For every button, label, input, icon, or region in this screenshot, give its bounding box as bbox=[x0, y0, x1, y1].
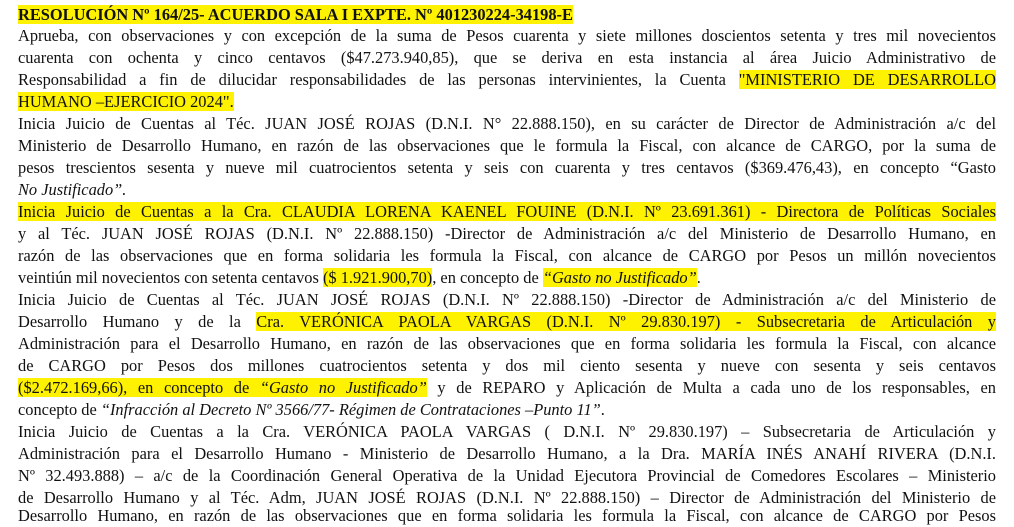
p3-concept-highlight: “Gasto no Justificado” bbox=[542, 268, 697, 287]
p4-line-5 bbox=[18, 377, 996, 399]
p3-amount-highlight: ($ 1.921.900,70) bbox=[322, 268, 433, 287]
p4-infraction-text: “Infracción al Decreto Nº 3566/77- Régimen de Contrataciones –Punto 11” bbox=[100, 400, 601, 419]
p5-line-5: Desarrollo Humano, en razón de las observaciones que en forma solidaria les formula la Fiscal, con alcance de CARGO por Pesos bbox=[18, 506, 996, 525]
p1-line-2: cuarenta con ochenta y cinco centavos ($47.273.940,85), que se deriva en esta instancia al área Juicio Administrativo de bbox=[18, 48, 996, 67]
p4-line-6 bbox=[18, 399, 996, 421]
p4-period: . bbox=[600, 400, 605, 419]
p4-line-2-text: Desarrollo Humano y de la bbox=[18, 312, 257, 331]
p1-line-3-text: Responsabilidad a fin de dilucidar responsabilidades de las personas intervinientes, la Cuenta bbox=[18, 70, 739, 89]
p2-line-2: Ministerio de Desarrollo Humano, en razón de las observaciones que le formula la Fiscal, con alcance de CARGO, por la suma de bbox=[18, 136, 996, 155]
p3-period: . bbox=[696, 268, 701, 287]
p4-concept-highlight: “Gasto no Justificado” bbox=[259, 378, 427, 397]
p3-concept-text: , en concepto de bbox=[432, 268, 543, 287]
p4-amount-highlight: ($2.472.169,66), en concepto de bbox=[18, 378, 260, 397]
p5-line-4: de Desarrollo Humano y al Téc. Adm, JUAN JOSÉ ROJAS (D.N.I. Nº 22.888.150) – Director de Administración del Ministerio de bbox=[18, 488, 996, 507]
p1-line-1: Aprueba, con observaciones y con excepción de la suma de Pesos cuarenta y siete millones doscientos setenta y tres mil novecientos bbox=[18, 26, 996, 45]
p3-line-4 bbox=[18, 267, 996, 289]
p3-line-2: y al Téc. JUAN JOSÉ ROJAS (D.N.I. Nº 22.888.150) -Director de Administración a/c del Ministerio de Desarrollo Humano, en bbox=[18, 224, 996, 243]
p4-line-1: Inicia Juicio de Cuentas al Téc. JUAN JOSÉ ROJAS (D.N.I. Nº 22.888.150) -Director de Administración a/c del Ministerio de bbox=[18, 290, 996, 309]
p4-line-4: de CARGO por Pesos dos millones cuatrocientos setenta y dos mil ciento sesenta y nueve con sesenta y seis centavos bbox=[18, 356, 996, 375]
p5-line-3: Nº 32.493.888) – a/c de la Coordinación General Operativa de la Unidad Ejecutora Provincial de Comedores Escolares – Ministerio bbox=[18, 466, 996, 485]
resolution-title: RESOLUCIÓN Nº 164/25- ACUERDO SALA I EXPTE. Nº 401230224-34198-E bbox=[18, 5, 573, 24]
p2-line-4: No Justificado”. bbox=[18, 180, 127, 199]
p3-highlight-line: Inicia Juicio de Cuentas a la Cra. CLAUDIA LORENA KAENEL FOUINE (D.N.I. Nº 23.691.361) - Directora de Políticas Sociales bbox=[18, 202, 996, 221]
p3-line-1 bbox=[18, 201, 996, 223]
account-name-highlight: "MINISTERIO DE DESARROLLO bbox=[738, 70, 996, 89]
account-name-highlight-cont: HUMANO –EJERCICIO 2024". bbox=[18, 92, 234, 111]
p4-line-6-text: concepto de bbox=[18, 400, 101, 419]
p4-line-2 bbox=[18, 311, 996, 333]
p5-line-1: Inicia Juicio de Cuentas a la Cra. VERÓNICA PAOLA VARGAS ( D.N.I. Nº 29.830.197) – Subsecretaria de Articulación y bbox=[18, 422, 996, 441]
p4-name-highlight: Cra. VERÓNICA PAOLA VARGAS (D.N.I. Nº 29.830.197) - Subsecretaria de Articulación y bbox=[256, 312, 996, 331]
p2-line-3: pesos trescientos sesenta y nueve mil cuatrocientos setenta y seis con cuarenta y tres centavos ($369.476,43), en concepto “Gasto bbox=[18, 158, 996, 177]
p1-line-3 bbox=[18, 69, 996, 91]
p5-line-2: Administración para el Desarrollo Humano - Ministerio de Desarrollo Humano, a la Dra. MARÍA INÉS ANAHÍ RIVERA (D.N.I. bbox=[18, 444, 996, 463]
p3-line-3: razón de las observaciones que en forma solidaria les formula la Fiscal, con alcance de CARGO por Pesos un millón novecientos bbox=[18, 246, 996, 265]
p1-line-4 bbox=[18, 91, 996, 113]
p4-line-5-text: y de REPARO y Aplicación de Multa a cada uno de los responsables, en bbox=[426, 378, 996, 397]
resolution-title-line bbox=[18, 4, 996, 26]
p2-line-1: Inicia Juicio de Cuentas al Téc. JUAN JOSÉ ROJAS (D.N.I. N° 22.888.150), en su carácter de Director de Administración a/c del bbox=[18, 114, 996, 133]
p3-line-4-text: veintiún mil novecientos con setenta centavos bbox=[18, 268, 323, 287]
p4-line-3: Administración para el Desarrollo Humano, en razón de las observaciones que en forma solidaria les formula la Fiscal, con alcance bbox=[18, 334, 996, 353]
